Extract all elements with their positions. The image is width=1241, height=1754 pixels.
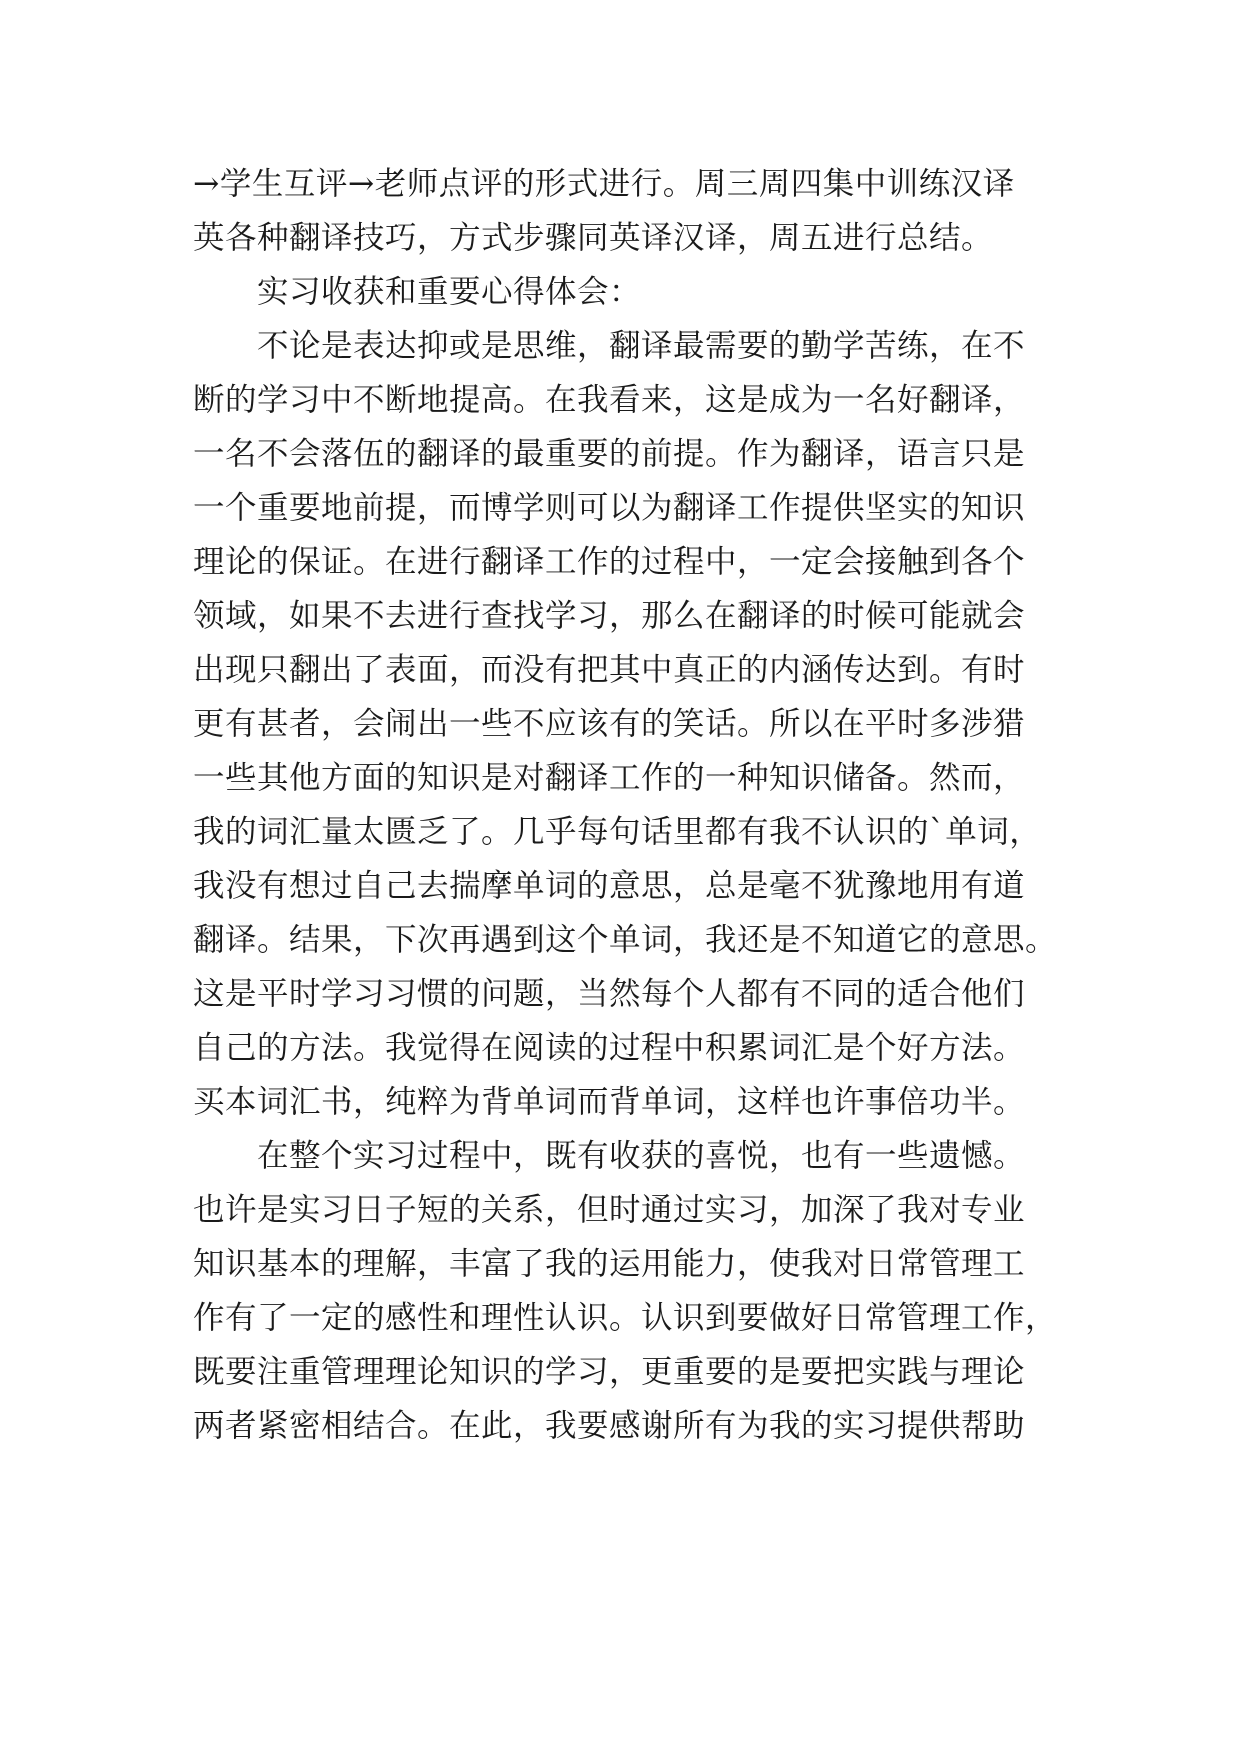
text-line: 我没有想过自己去揣摩单词的意思，总是毫不犹豫地用有道 xyxy=(193,868,1026,904)
text-line: 一名不会落伍的翻译的最重要的前提。作为翻译，语言只是 xyxy=(193,436,1026,472)
text-line: 既要注重管理理论知识的学习，更重要的是要把实践与理论 xyxy=(193,1354,1026,1390)
paragraph-start: 在整个实习过程中，既有收获的喜悦，也有一些遗憾。 xyxy=(257,1138,1026,1174)
paragraph-start: 不论是表达抑或是思维，翻译最需要的勤学苦练，在不 xyxy=(257,328,1026,364)
text-line: 断的学习中不断地提高。在我看来，这是成为一名好翻译， xyxy=(193,382,1026,418)
text-line: 这是平时学习习惯的问题，当然每个人都有不同的适合他们 xyxy=(193,976,1026,1012)
text-line: 两者紧密相结合。在此，我要感谢所有为我的实习提供帮助 xyxy=(193,1408,1026,1444)
text-line: →学生互评→老师点评的形式进行。周三周四集中训练汉译 xyxy=(193,166,1015,202)
section-heading: 实习收获和重要心得体会： xyxy=(257,274,642,310)
text-line: 出现只翻出了表面，而没有把其中真正的内涵传达到。有时 xyxy=(193,652,1026,688)
text-line: 一些其他方面的知识是对翻译工作的一种知识储备。然而， xyxy=(193,760,1026,796)
text-line: 买本词汇书，纯粹为背单词而背单词，这样也许事倍功半。 xyxy=(193,1084,1026,1120)
text-line: 一个重要地前提，而博学则可以为翻译工作提供坚实的知识 xyxy=(193,490,1026,526)
text-line: 自己的方法。我觉得在阅读的过程中积累词汇是个好方法。 xyxy=(193,1030,1026,1066)
text-line: 作有了一定的感性和理性认识。认识到要做好日常管理工作， xyxy=(193,1300,1058,1336)
text-line: 更有甚者，会闹出一些不应该有的笑话。所以在平时多涉猎 xyxy=(193,706,1026,742)
text-line: 也许是实习日子短的关系，但时通过实习，加深了我对专业 xyxy=(193,1192,1026,1228)
text-line: 领域，如果不去进行查找学习，那么在翻译的时候可能就会 xyxy=(193,598,1026,634)
text-line: 知识基本的理解，丰富了我的运用能力，使我对日常管理工 xyxy=(193,1246,1026,1282)
body-text xyxy=(193,157,1058,1453)
text-line: 翻译。结果，下次再遇到这个单词，我还是不知道它的意思。 xyxy=(193,922,1058,958)
text-line: 理论的保证。在进行翻译工作的过程中，一定会接触到各个 xyxy=(193,544,1026,580)
text-line: 英各种翻译技巧，方式步骤同英译汉译，周五进行总结。 xyxy=(193,220,994,256)
text-line: 我的词汇量太匮乏了。几乎每句话里都有我不认识的`单词， xyxy=(193,814,1042,850)
